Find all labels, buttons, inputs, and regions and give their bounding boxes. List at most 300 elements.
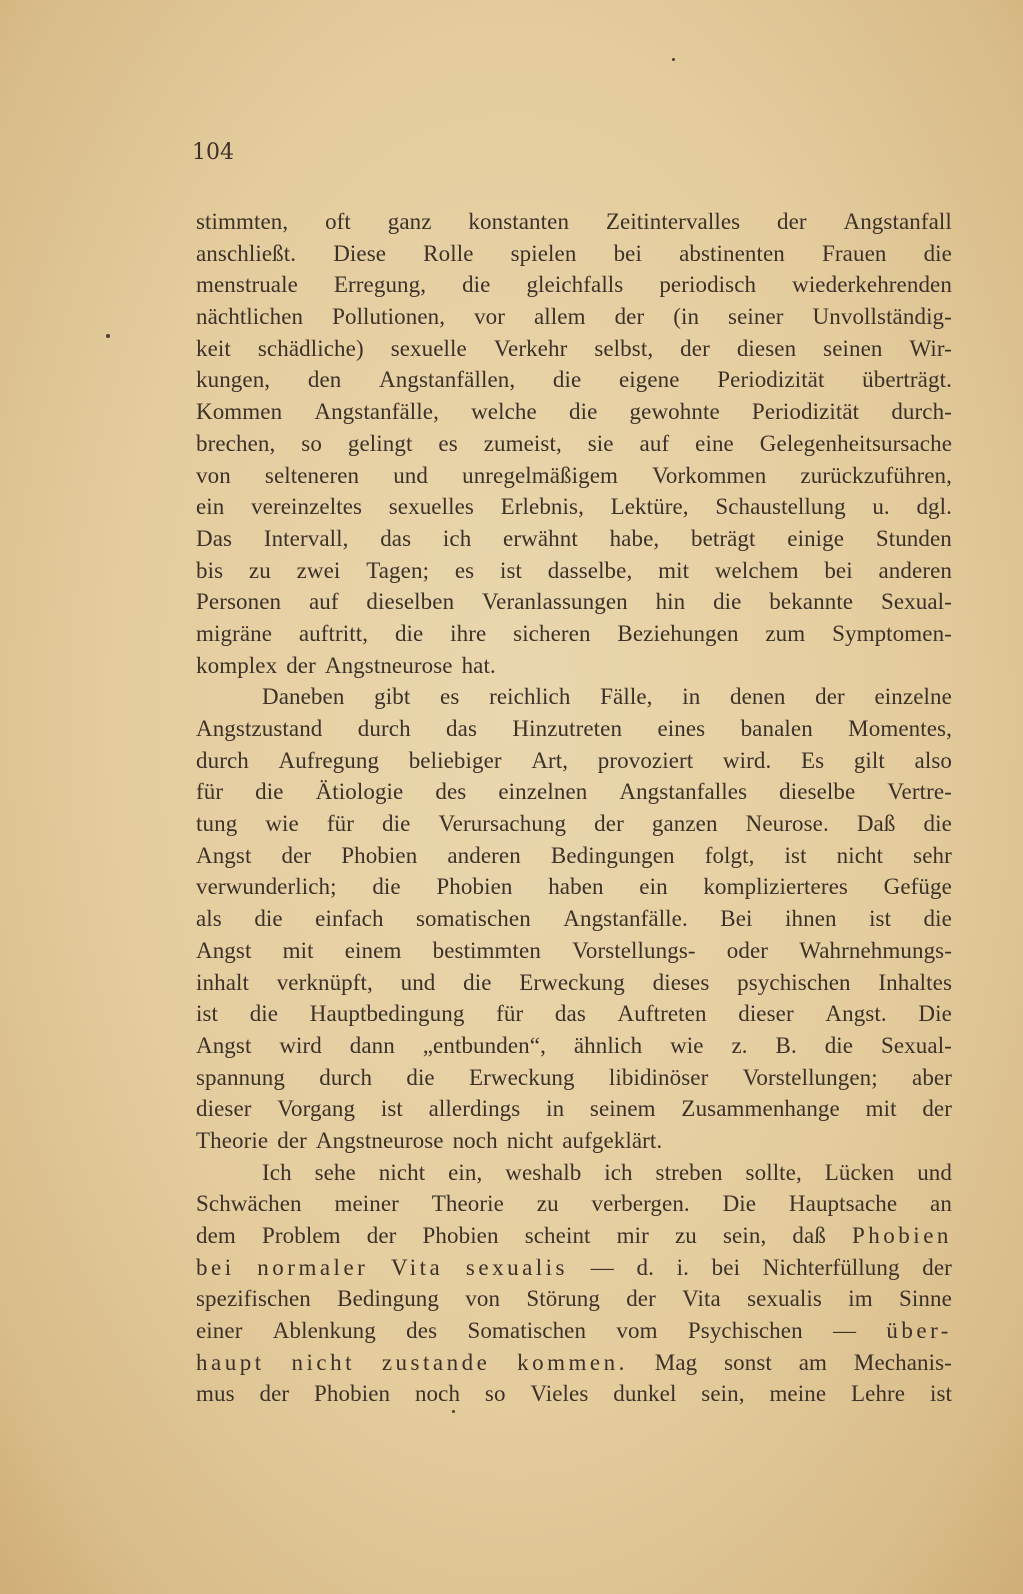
word: Angstanfälle, bbox=[314, 399, 439, 425]
ink-speck bbox=[672, 58, 675, 61]
word: dieselben bbox=[366, 589, 455, 615]
word: Somatischen bbox=[467, 1318, 587, 1344]
word: brechen, bbox=[196, 430, 276, 456]
word: Bedingungen bbox=[550, 842, 675, 868]
word: schädliche) bbox=[257, 335, 364, 361]
word: Phobien bbox=[341, 842, 418, 868]
word: Phobien bbox=[314, 1381, 391, 1407]
word: also bbox=[914, 747, 952, 773]
word: Angst bbox=[196, 1032, 252, 1058]
word: überträgt. bbox=[862, 367, 952, 393]
word: durch bbox=[357, 716, 411, 741]
word: Es bbox=[800, 747, 825, 773]
word: wie bbox=[670, 1032, 704, 1058]
word: noch bbox=[452, 1127, 498, 1153]
word: spielen bbox=[510, 240, 577, 266]
word: sonst bbox=[724, 1349, 772, 1375]
word: durch bbox=[196, 747, 249, 773]
word: Angst bbox=[196, 842, 252, 868]
word: provoziert bbox=[597, 747, 694, 773]
word: gewohnte bbox=[629, 399, 720, 425]
spaced-word: haupt bbox=[196, 1349, 265, 1375]
word: Ablenkung bbox=[272, 1318, 376, 1344]
text-line bbox=[196, 206, 952, 238]
word: in bbox=[682, 684, 701, 710]
text-line bbox=[196, 1283, 952, 1315]
word: folgt, bbox=[704, 842, 755, 868]
word: anderen bbox=[878, 557, 952, 583]
word: am bbox=[798, 1349, 828, 1375]
text-line bbox=[196, 555, 952, 587]
word: wiederkehrenden bbox=[792, 272, 952, 298]
word: Art, bbox=[531, 747, 569, 773]
word: Hauptbedingung bbox=[309, 1001, 465, 1027]
word: ein, bbox=[448, 1159, 483, 1185]
word: der bbox=[680, 335, 710, 361]
word: auftritt, bbox=[298, 620, 369, 646]
text-line bbox=[196, 871, 952, 903]
word: Wir- bbox=[909, 335, 952, 361]
word: Die bbox=[722, 1191, 757, 1217]
word: i. bbox=[676, 1254, 689, 1280]
word: so bbox=[484, 1381, 506, 1407]
text-line bbox=[196, 650, 952, 682]
word: dgl. bbox=[916, 494, 952, 520]
word: dann bbox=[349, 1032, 395, 1058]
word: ganzen bbox=[651, 811, 718, 837]
word: Gefüge bbox=[883, 874, 952, 900]
word: sexuelles bbox=[388, 494, 474, 520]
word: das bbox=[554, 1001, 586, 1027]
text-line bbox=[196, 523, 952, 555]
word: Symptomen- bbox=[832, 620, 952, 646]
word: für bbox=[326, 811, 354, 837]
word: wie bbox=[265, 811, 299, 837]
text-line bbox=[196, 1315, 952, 1347]
text-line bbox=[196, 1030, 952, 1062]
word: Erweckung bbox=[519, 969, 625, 995]
word: zum bbox=[765, 620, 806, 646]
word: beliebiger bbox=[408, 747, 502, 773]
word: der bbox=[277, 1127, 307, 1153]
word: für bbox=[496, 1001, 524, 1027]
word: inhalt bbox=[196, 969, 249, 995]
word: einfach bbox=[315, 906, 384, 932]
word: und bbox=[917, 1159, 952, 1185]
word: eines bbox=[657, 716, 706, 741]
word: diesen bbox=[736, 335, 797, 361]
word: zwei bbox=[296, 557, 341, 583]
body-text bbox=[196, 206, 952, 1410]
word: oder bbox=[726, 937, 769, 963]
word: sie bbox=[587, 430, 614, 456]
word: vom bbox=[616, 1318, 658, 1344]
word: Vorgang bbox=[277, 1096, 356, 1122]
word: haben bbox=[548, 874, 604, 900]
word: auf bbox=[308, 589, 339, 615]
word: es bbox=[438, 430, 458, 456]
text-line bbox=[196, 808, 952, 840]
text-line bbox=[196, 396, 952, 428]
word: Schaustellung bbox=[715, 494, 846, 520]
word: d. bbox=[636, 1254, 654, 1280]
spaced-word: kommen. bbox=[517, 1349, 628, 1375]
text-line bbox=[196, 364, 952, 396]
word: — bbox=[590, 1254, 614, 1280]
word: ist bbox=[929, 1381, 952, 1407]
word: anderen bbox=[447, 842, 521, 868]
word: die bbox=[463, 969, 492, 995]
word: mir bbox=[616, 1223, 649, 1248]
text-line bbox=[196, 1125, 952, 1157]
text-line bbox=[196, 776, 952, 808]
word: des bbox=[435, 779, 467, 805]
word: sein, bbox=[723, 1223, 767, 1248]
word: Diese bbox=[333, 240, 387, 266]
word: keit bbox=[196, 335, 231, 361]
word: Unvollständig- bbox=[812, 304, 952, 330]
word: libidinöser bbox=[608, 1064, 709, 1090]
word: Störung bbox=[526, 1286, 600, 1312]
word: Verkehr bbox=[493, 335, 568, 361]
word: die bbox=[254, 906, 283, 932]
word: dem bbox=[196, 1223, 236, 1248]
word: Aufregung bbox=[278, 747, 380, 773]
text-line bbox=[196, 301, 952, 333]
word: der bbox=[626, 1286, 656, 1312]
word: Beziehungen bbox=[617, 620, 739, 646]
word: dunkel bbox=[613, 1381, 677, 1407]
word: Vorstellungs- bbox=[572, 937, 696, 963]
text-line bbox=[196, 491, 952, 523]
word: Rolle bbox=[423, 240, 474, 266]
word: ich bbox=[604, 1159, 633, 1185]
word: Erweckung bbox=[469, 1064, 575, 1090]
word: für bbox=[196, 779, 224, 805]
text-line bbox=[196, 618, 952, 650]
word: hin bbox=[655, 589, 686, 615]
text-line bbox=[196, 1378, 952, 1410]
word: zu bbox=[248, 557, 271, 583]
word: spezifischen bbox=[196, 1286, 311, 1312]
word: es bbox=[454, 557, 475, 583]
word: Kommen bbox=[196, 399, 283, 425]
word: komplex bbox=[196, 652, 278, 678]
word: zu bbox=[536, 1191, 559, 1217]
text-line bbox=[196, 840, 952, 872]
word: Intervall, bbox=[263, 525, 349, 551]
page-number: 104 bbox=[192, 140, 234, 165]
word: menstruale bbox=[196, 272, 298, 298]
word: sicheren bbox=[513, 620, 591, 646]
word: der bbox=[922, 1096, 952, 1122]
word: bis bbox=[196, 557, 224, 583]
text-line bbox=[196, 681, 952, 713]
word: Lehre bbox=[850, 1381, 906, 1407]
word: auf bbox=[639, 430, 670, 456]
word: aufgeklärt. bbox=[562, 1127, 663, 1153]
word: so bbox=[301, 430, 322, 456]
word: im bbox=[848, 1286, 873, 1312]
word: der bbox=[777, 209, 807, 234]
word: abstinenten bbox=[679, 240, 785, 266]
word: von bbox=[196, 462, 231, 488]
word: Hinzutreten bbox=[512, 716, 623, 741]
word: die bbox=[824, 1032, 854, 1058]
word: zurückzuführen, bbox=[800, 462, 952, 488]
text-line bbox=[196, 333, 952, 365]
word: stimmten, bbox=[196, 209, 289, 234]
word: migräne bbox=[196, 620, 273, 646]
word: der bbox=[281, 842, 312, 868]
text-line bbox=[196, 903, 952, 935]
word: bestimmten bbox=[432, 937, 541, 963]
word: der bbox=[366, 1223, 397, 1248]
word: an bbox=[930, 1191, 952, 1217]
word: den bbox=[307, 367, 342, 393]
text-line bbox=[196, 428, 952, 460]
text-line bbox=[196, 1220, 952, 1252]
word: konstanten bbox=[468, 209, 570, 234]
word: Momentes, bbox=[848, 716, 952, 741]
word: die bbox=[462, 272, 491, 298]
word: ist bbox=[196, 1001, 219, 1027]
word: Bedingung bbox=[337, 1286, 439, 1312]
text-line bbox=[196, 745, 952, 777]
word: vor bbox=[474, 304, 506, 330]
word: seinem bbox=[589, 1096, 656, 1122]
word: Vorkommen bbox=[652, 462, 767, 488]
word: unregelmäßigem bbox=[462, 462, 619, 488]
word: anschließt. bbox=[196, 240, 297, 266]
word: gleichfalls bbox=[526, 272, 624, 298]
word: Angst. bbox=[825, 1001, 887, 1027]
word: scheint bbox=[524, 1223, 591, 1248]
word: bei bbox=[613, 240, 642, 266]
word: Tagen; bbox=[366, 557, 430, 583]
word: daß bbox=[792, 1223, 826, 1248]
text-line bbox=[196, 1062, 952, 1094]
word: Problem bbox=[262, 1223, 341, 1248]
word: Erregung, bbox=[333, 272, 427, 298]
word: selteneren bbox=[264, 462, 360, 488]
word: Vita bbox=[682, 1286, 721, 1312]
word: die bbox=[372, 874, 401, 900]
word: Angstanfälle. bbox=[563, 906, 688, 932]
word: durch- bbox=[891, 399, 952, 425]
ink-speck bbox=[106, 334, 110, 338]
word: Schwächen bbox=[196, 1191, 302, 1217]
word: der bbox=[614, 304, 645, 330]
text-line bbox=[196, 1157, 952, 1189]
word: zu bbox=[674, 1223, 697, 1248]
word: periodisch bbox=[659, 272, 757, 298]
word: Lektüre, bbox=[610, 494, 689, 520]
word: Hauptsache bbox=[788, 1191, 898, 1217]
word: nicht bbox=[506, 1127, 554, 1153]
word: verwunderlich; bbox=[196, 874, 337, 900]
word: habe, bbox=[609, 525, 660, 551]
spaced-word: bei bbox=[196, 1254, 235, 1280]
word: somatischen bbox=[416, 906, 531, 932]
word: in bbox=[546, 1096, 565, 1122]
word: die bbox=[552, 367, 582, 393]
word: die bbox=[249, 1001, 279, 1027]
word: noch bbox=[414, 1381, 461, 1407]
word: wird bbox=[279, 1032, 322, 1058]
word: Neurose. bbox=[745, 811, 829, 837]
word: sexuelle bbox=[390, 335, 467, 361]
word: oft bbox=[325, 209, 351, 234]
spaced-word: zustande bbox=[381, 1349, 491, 1375]
spaced-word: über- bbox=[886, 1318, 952, 1344]
word: Angstanfall bbox=[843, 209, 952, 234]
word: Inhaltes bbox=[878, 969, 952, 995]
word: einige bbox=[787, 525, 845, 551]
word: Pollutionen, bbox=[332, 304, 446, 330]
word: ganz bbox=[387, 209, 432, 234]
word: (in bbox=[673, 304, 700, 330]
word: es bbox=[440, 684, 460, 710]
word: mus bbox=[196, 1381, 235, 1407]
text-line bbox=[196, 1188, 952, 1220]
word: als bbox=[196, 906, 222, 932]
word: ist bbox=[784, 842, 807, 868]
word: Angstneurose bbox=[315, 1127, 444, 1153]
word: streben bbox=[655, 1159, 723, 1185]
text-line bbox=[196, 460, 952, 492]
word: ist bbox=[380, 1096, 403, 1122]
word: die bbox=[394, 620, 424, 646]
word: Erlebnis, bbox=[500, 494, 584, 520]
word: ein bbox=[196, 494, 225, 520]
word: dieser bbox=[738, 1001, 794, 1027]
word: Veranlassungen bbox=[482, 589, 628, 615]
word: ihre bbox=[450, 620, 487, 646]
word: Theorie bbox=[431, 1191, 504, 1217]
word: dieser bbox=[196, 1096, 252, 1122]
text-line bbox=[196, 1093, 952, 1125]
word: Vieles bbox=[530, 1381, 589, 1407]
word: sehe bbox=[314, 1159, 356, 1185]
word: ein bbox=[639, 874, 668, 900]
word: kungen, bbox=[196, 367, 271, 393]
word: dieselbe bbox=[779, 779, 856, 805]
word: Stunden bbox=[875, 525, 952, 551]
word: Wahrnehmungs- bbox=[799, 937, 952, 963]
word: die bbox=[923, 811, 952, 837]
word: komplizierteres bbox=[703, 874, 848, 900]
word: nächtlichen bbox=[196, 304, 304, 330]
word: Vorstellungen; bbox=[742, 1064, 878, 1090]
word: spannung bbox=[196, 1064, 285, 1090]
word: mit bbox=[282, 937, 314, 963]
word: gelingt bbox=[347, 430, 413, 456]
word: nicht bbox=[378, 1159, 426, 1185]
word: Theorie bbox=[196, 1127, 269, 1153]
word: Nichterfüllung bbox=[762, 1254, 900, 1280]
word: meiner bbox=[334, 1191, 399, 1217]
word: mit bbox=[658, 557, 690, 583]
word: beträgt bbox=[690, 525, 756, 551]
text-line bbox=[196, 586, 952, 618]
word: und bbox=[393, 462, 429, 488]
word: Zusammenhange bbox=[681, 1096, 840, 1122]
word: seinen bbox=[823, 335, 883, 361]
word: mit bbox=[865, 1096, 897, 1122]
word: sein, bbox=[701, 1381, 745, 1407]
word: weshalb bbox=[505, 1159, 582, 1185]
word: das bbox=[380, 525, 412, 551]
word: psychischen bbox=[737, 969, 851, 995]
word: selbst, bbox=[594, 335, 654, 361]
word: Sexual- bbox=[880, 589, 952, 615]
word: sollte, bbox=[745, 1159, 802, 1185]
word: Sinne bbox=[899, 1286, 952, 1312]
word: Angst bbox=[196, 937, 252, 963]
word: ähnlich bbox=[573, 1032, 643, 1058]
word: allem bbox=[534, 304, 586, 330]
word: der bbox=[815, 684, 845, 710]
spaced-word: sexualis bbox=[465, 1254, 569, 1280]
word: u. bbox=[872, 494, 890, 520]
word: die bbox=[923, 240, 952, 266]
ink-speck bbox=[452, 1410, 455, 1413]
word: Ätiologie bbox=[315, 779, 404, 805]
word: Die bbox=[918, 1001, 952, 1027]
text-line bbox=[196, 269, 952, 301]
spaced-word: Phobien bbox=[852, 1223, 952, 1248]
word: eigene bbox=[618, 367, 680, 393]
word: Fälle, bbox=[600, 684, 653, 710]
word: verbergen. bbox=[591, 1191, 690, 1217]
word: sehr bbox=[913, 842, 952, 868]
word: der bbox=[286, 652, 316, 678]
word: aber bbox=[912, 1064, 952, 1090]
word: gibt bbox=[374, 684, 411, 710]
word: ich bbox=[442, 525, 472, 551]
word: „entbunden“, bbox=[422, 1032, 546, 1058]
text-line bbox=[196, 967, 952, 999]
word: erwähnt bbox=[503, 525, 578, 551]
word: Psychischen bbox=[687, 1318, 803, 1344]
word: von bbox=[465, 1286, 501, 1312]
text-line bbox=[196, 1347, 952, 1379]
word: einzelne bbox=[874, 684, 952, 710]
text-line bbox=[196, 713, 952, 745]
word: z. bbox=[731, 1032, 748, 1058]
word: verknüpft, bbox=[276, 969, 373, 995]
word: Frauen bbox=[822, 240, 887, 266]
word: Mag bbox=[654, 1349, 698, 1375]
word: wird. bbox=[722, 747, 772, 773]
word: bei bbox=[711, 1254, 741, 1280]
word: dasselbe, bbox=[547, 557, 633, 583]
word: ihnen bbox=[785, 906, 837, 932]
word: der bbox=[259, 1381, 290, 1407]
word: reichlich bbox=[489, 684, 571, 710]
word: das bbox=[446, 716, 478, 741]
word: die bbox=[255, 779, 284, 805]
word: Daneben bbox=[262, 684, 345, 710]
word: zumeist, bbox=[483, 430, 562, 456]
word: Periodizität bbox=[717, 367, 825, 393]
word: die bbox=[923, 906, 952, 932]
word: Phobien bbox=[422, 1223, 499, 1248]
spaced-word: Vita bbox=[391, 1254, 444, 1280]
word: der bbox=[594, 811, 624, 837]
word: die bbox=[568, 399, 598, 425]
